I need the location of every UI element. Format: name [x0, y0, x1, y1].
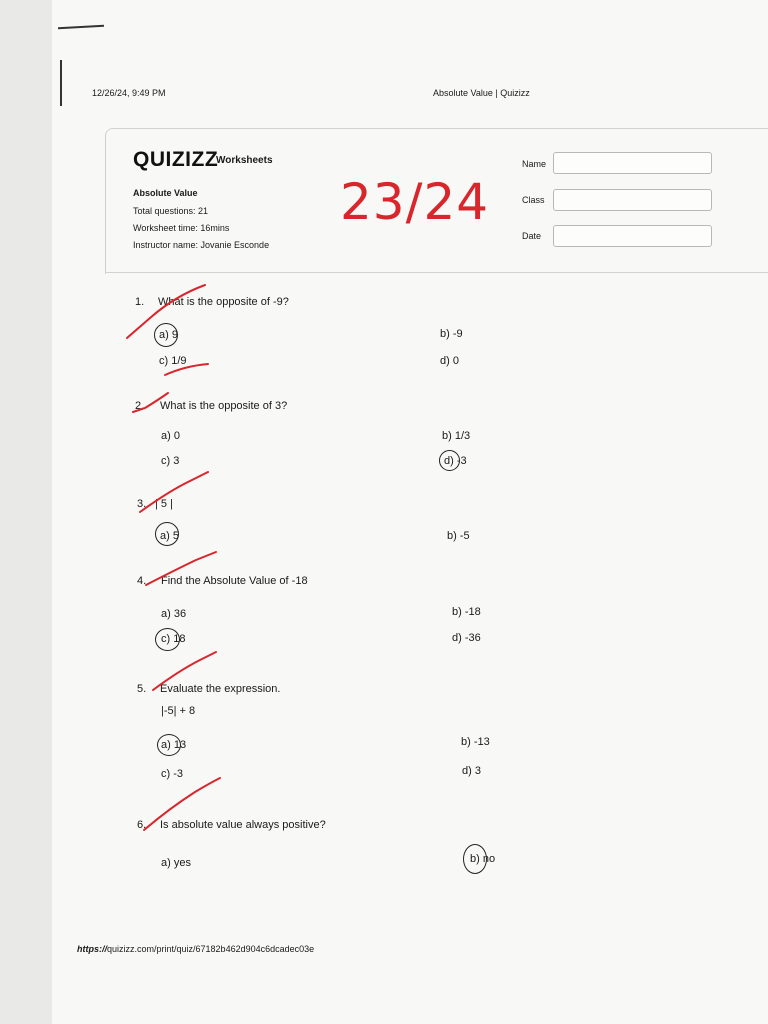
worksheet-time: Worksheet time: 16mins [133, 223, 230, 233]
footer-url[interactable]: https://quizizz.com/print/quiz/67182b462d904c6dcadec03e [77, 944, 315, 954]
option-c[interactable]: c) 18 [161, 633, 186, 645]
answer-circle [155, 628, 180, 651]
class-label: Class [522, 195, 545, 205]
option-b[interactable]: b) -13 [461, 736, 490, 748]
option-b[interactable]: b) -18 [452, 606, 481, 618]
worksheet-title: Absolute Value [133, 188, 198, 198]
answer-circle [157, 734, 181, 756]
option-a[interactable]: a) 9 [159, 329, 178, 341]
option-d[interactable]: d) -36 [452, 632, 481, 644]
quizizz-logo: QUIZIZZ [133, 148, 219, 171]
option-a[interactable]: a) 5 [160, 530, 179, 542]
question-number: 4. [137, 575, 147, 587]
question-text: | 5 | [155, 498, 173, 510]
question-text: What is the opposite of 3? [160, 400, 288, 412]
answer-circle [155, 522, 179, 546]
question-number: 2. [135, 400, 145, 412]
question-text: What is the opposite of -9? [158, 296, 289, 308]
option-d[interactable]: d) 3 [462, 765, 481, 777]
date-label: Date [522, 231, 542, 241]
print-doc-title: Absolute Value | Quizizz [433, 88, 530, 98]
question-number: 1. [135, 296, 145, 308]
name-field[interactable] [553, 152, 712, 174]
answer-circle [463, 844, 487, 874]
logo-subtitle: Worksheets [216, 155, 273, 166]
option-c[interactable]: c) 3 [161, 455, 180, 467]
name-label: Name [522, 159, 547, 169]
option-a[interactable]: a) 36 [161, 608, 187, 620]
question-text: Evaluate the expression. [160, 683, 281, 695]
option-c[interactable]: c) 1/9 [159, 355, 187, 367]
option-b[interactable]: b) 1/3 [442, 430, 471, 442]
expression: |-5| + 8 [161, 705, 196, 717]
option-d[interactable]: d) 0 [440, 355, 459, 367]
date-field[interactable] [553, 225, 712, 247]
instructor-name: Instructor name: Jovanie Esconde [133, 240, 270, 250]
question-number: 5. [137, 683, 147, 695]
print-datetime: 12/26/24, 9:49 PM [92, 88, 166, 98]
option-b[interactable]: b) -9 [440, 328, 463, 340]
option-c[interactable]: c) -3 [161, 768, 184, 780]
option-a[interactable]: a) yes [161, 857, 191, 869]
question-text: Find the Absolute Value of -18 [161, 575, 308, 587]
question-text: Is absolute value always positive? [160, 819, 326, 831]
option-a[interactable]: a) 0 [161, 430, 180, 442]
question-number: 6. [137, 819, 147, 831]
answer-circle [154, 323, 178, 347]
option-b[interactable]: b) no [470, 853, 496, 865]
total-questions: Total questions: 21 [133, 206, 209, 216]
answer-circle [439, 450, 460, 471]
option-d[interactable]: d) -3 [444, 455, 467, 467]
question-number: 3. [137, 498, 147, 510]
scan-mark [60, 60, 62, 106]
class-field[interactable] [553, 189, 712, 211]
option-b[interactable]: b) -5 [447, 530, 470, 542]
divider [105, 272, 768, 273]
option-a[interactable]: a) 13 [161, 739, 187, 751]
handwritten-score: 23/24 [340, 173, 490, 231]
